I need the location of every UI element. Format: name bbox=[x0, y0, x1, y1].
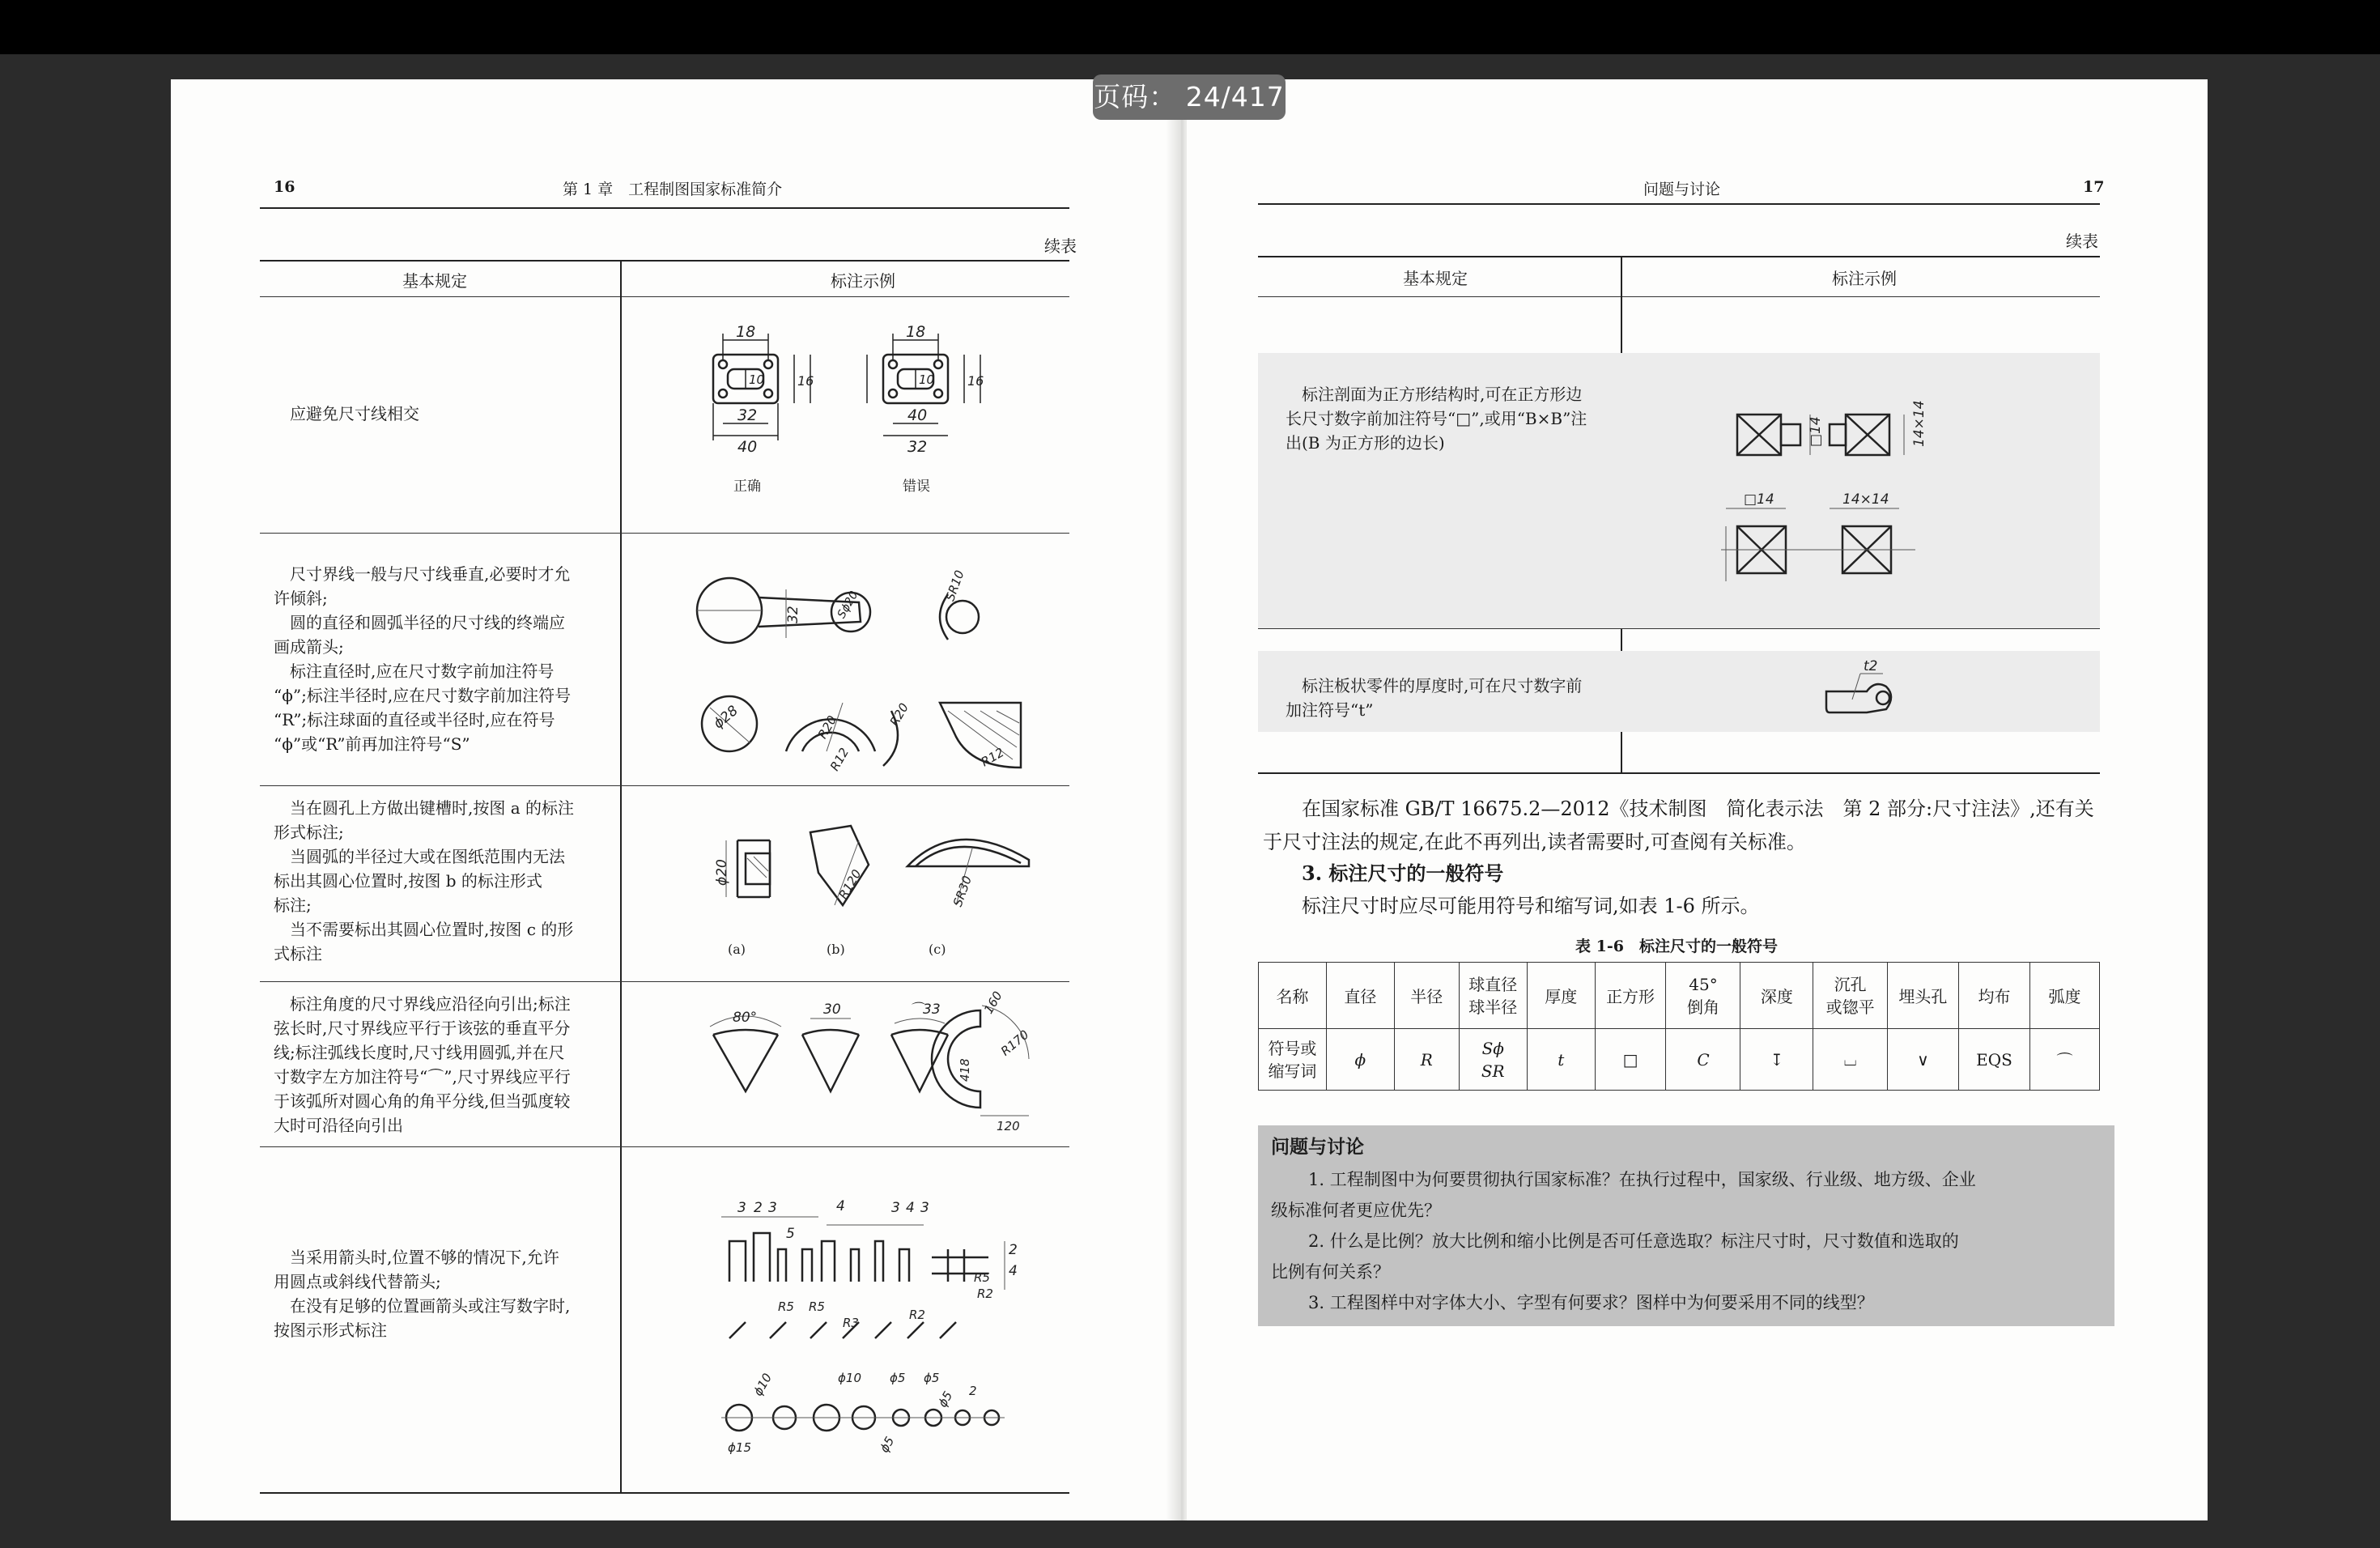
header-cell: 直径 bbox=[1326, 963, 1394, 1029]
symbol-cell: □ bbox=[1595, 1029, 1666, 1091]
dim-18: 18 bbox=[736, 323, 756, 341]
header-cell: 球直径 球半径 bbox=[1459, 963, 1527, 1029]
symbol-table-symbol-row bbox=[1259, 1029, 2100, 1091]
dim-32: 32 bbox=[907, 438, 928, 456]
rule-text-row3: 当在圆孔上方做出键槽时,按图 a 的标注 形式标注; 当圆弧的半径过大或在图纸范围内无法 标出其圆心位置时,按图 b 的标注形式 标注; 当不需要标出其圆心位置时,按图 c 的形 式标注 bbox=[274, 798, 574, 963]
angle-arc-dimension-drawing bbox=[697, 989, 1037, 1133]
symbol-cell: ⌴ bbox=[1813, 1029, 1888, 1091]
header-cell: 深度 bbox=[1740, 963, 1813, 1029]
symbol-cell: R bbox=[1394, 1029, 1459, 1091]
symbol-cell: Sϕ SR bbox=[1459, 1029, 1527, 1091]
dim-3: 3 bbox=[891, 1200, 900, 1216]
dim-4: 4 bbox=[906, 1200, 915, 1216]
header-rule bbox=[260, 207, 1069, 209]
dim-phi15: ϕ15 bbox=[728, 1440, 751, 1455]
dim-r5: R5 bbox=[778, 1299, 794, 1314]
dim-r5: R5 bbox=[974, 1270, 990, 1285]
header-cell: 名称 bbox=[1259, 963, 1327, 1029]
dim-32-slanted: 32 bbox=[785, 606, 801, 623]
square-section-drawing bbox=[1721, 400, 2012, 598]
body-paragraph-line1: 在国家标准 GB/T 16675.2—2012《技术制图 简化表示法 第 2 部分:尺寸注法》,还有关 bbox=[1302, 797, 2094, 820]
discussion-box bbox=[1258, 1125, 2114, 1326]
small-space-dimension-drawing bbox=[721, 1160, 1037, 1460]
viewer-top-bar bbox=[0, 0, 2380, 54]
dim-16: 16 bbox=[797, 373, 814, 389]
symbol-cell: ϕ bbox=[1326, 1029, 1394, 1091]
dim-40: 40 bbox=[737, 438, 758, 456]
header-rule bbox=[1258, 203, 2100, 205]
rule-text-row5: 当采用箭头时,位置不够的情况下,允许 用圆点或斜线代替箭头; 在没有足够的位置画箭头或注写数字时, 按图示形式标注 bbox=[274, 1248, 571, 1340]
symbol-table-header-row bbox=[1259, 963, 2100, 1029]
dim-sq14: □14 bbox=[1744, 491, 1774, 508]
keyway-arc-drawing bbox=[689, 808, 1045, 970]
dim-r120: R120 bbox=[835, 866, 865, 902]
right-page bbox=[1187, 79, 2208, 1520]
dim-phi20: ϕ20 bbox=[714, 859, 730, 886]
dim-phi5: ϕ5 bbox=[935, 1389, 956, 1410]
discussion-title: 问题与讨论 bbox=[1271, 1136, 1364, 1158]
dim-phi28: ϕ28 bbox=[710, 702, 742, 733]
right-page-number: 17 bbox=[2083, 178, 2105, 196]
dim-5: 5 bbox=[786, 1226, 795, 1242]
dim-r2: R2 bbox=[909, 1308, 925, 1322]
right-running-title: 问题与讨论 bbox=[1643, 181, 1721, 198]
rule-text-row1: 应避免尺寸线相交 bbox=[290, 404, 419, 423]
dim-r3: R3 bbox=[843, 1316, 859, 1330]
col-header-example: 标注示例 bbox=[831, 271, 895, 291]
discussion-item: 1. 工程制图中为何要贯彻执行国家标准？在执行过程中，国家级、行业级、地方级、企业 bbox=[1308, 1170, 1976, 1189]
rule-text-square: 标注剖面为正方形结构时,可在正方形边 长尺寸数字前加注符号“□”,或用“B×B”注 出(B 为正方形的边长) bbox=[1286, 385, 1587, 453]
dim-sr10: SR10 bbox=[942, 568, 967, 603]
symbol-cell: ∨ bbox=[1888, 1029, 1959, 1091]
dim-3: 3 bbox=[737, 1200, 746, 1216]
caption-a: (a) bbox=[728, 942, 746, 957]
left-running-title: 第 1 章 工程制图国家标准简介 bbox=[563, 181, 783, 198]
dim-10: 10 bbox=[749, 372, 765, 387]
continued-label: 续表 bbox=[1044, 236, 1077, 256]
symbol-cell: ↧ bbox=[1740, 1029, 1813, 1091]
section-intro: 标注尺寸时应尽可能用符号和缩写词,如表 1-6 所示。 bbox=[1302, 895, 1760, 917]
caption-c: (c) bbox=[929, 942, 946, 957]
dim-sphi20: Sϕ20 bbox=[835, 589, 861, 621]
left-page bbox=[171, 79, 1183, 1520]
dim-r12-arc: R12 bbox=[827, 745, 852, 774]
symbol-cell: C bbox=[1666, 1029, 1740, 1091]
dim-2: 2 bbox=[969, 1384, 977, 1398]
dim-phi10: ϕ10 bbox=[838, 1371, 861, 1385]
dim-18: 18 bbox=[906, 323, 926, 341]
discussion-item: 级标准何者更应优先？ bbox=[1271, 1201, 1441, 1220]
header-cell: 弧度 bbox=[2030, 963, 2100, 1029]
header-cell: 半径 bbox=[1394, 963, 1459, 1029]
dim-r20: R20 bbox=[886, 700, 912, 729]
section-heading: 3. 标注尺寸的一般符号 bbox=[1302, 861, 1504, 885]
dim-80deg: 80° bbox=[733, 1010, 758, 1026]
dim-160: 160 bbox=[980, 989, 1005, 1017]
discussion-item: 2. 什么是比例？放大比例和缩小比例是否可任意选取？标注尺寸时，尺寸数值和选取的 bbox=[1308, 1231, 1959, 1251]
dim-120: 120 bbox=[997, 1119, 1020, 1133]
dim-r12: R12 bbox=[978, 745, 1007, 770]
body-paragraph-line2: 于尺寸注法的规定,在此不再列出,读者需要时,可查阅有关标准。 bbox=[1263, 831, 1806, 853]
dim-10: 10 bbox=[919, 372, 935, 387]
dim-sr30: SR30 bbox=[950, 874, 975, 909]
symbol-cell: t bbox=[1527, 1029, 1595, 1091]
continued-label: 续表 bbox=[2066, 232, 2098, 251]
dim-32: 32 bbox=[737, 406, 758, 424]
dim-sq14: □14 bbox=[1808, 416, 1824, 447]
dim-16: 16 bbox=[967, 373, 984, 389]
rule-text-row4: 标注角度的尺寸界线应沿径向引出;标注 弦长时,尺寸界线应平行于该弦的垂直平分 线;标注弧线长度时,尺寸线用圆弧,并在尺 寸数字左方加注符号“⌒”,尺寸界线应平行 于该弧所对圆心角的角平分线,但当弧度较 大时可沿径向引出 bbox=[274, 994, 571, 1135]
header-cell: 正方形 bbox=[1595, 963, 1666, 1029]
dim-40: 40 bbox=[907, 406, 928, 424]
symbol-table bbox=[1258, 962, 2100, 1091]
plate-thickness-drawing bbox=[1818, 651, 1948, 748]
dim-3: 3 bbox=[768, 1200, 777, 1216]
rule-text-thickness: 标注板状零件的厚度时,可在尺寸数字前 加注符号“t” bbox=[1286, 676, 1583, 720]
col-header-example: 标注示例 bbox=[1832, 269, 1897, 288]
dim-r5: R5 bbox=[809, 1299, 825, 1314]
dim-t2: t2 bbox=[1864, 658, 1878, 674]
dim-phi10: ϕ10 bbox=[750, 1371, 776, 1399]
page-indicator: 页码： 24/417 bbox=[1093, 74, 1286, 120]
table-caption: 表 1-6 标注尺寸的一般符号 bbox=[1575, 938, 1778, 955]
dim-4: 4 bbox=[1009, 1263, 1018, 1279]
caption-wrong: 错误 bbox=[903, 478, 930, 495]
dim-phi5: ϕ5 bbox=[924, 1371, 940, 1385]
dim-r20-arc: R20 bbox=[814, 712, 840, 742]
header-cell: 埋头孔 bbox=[1888, 963, 1959, 1029]
dim-2: 2 bbox=[754, 1200, 763, 1216]
dim-14x14: 14×14 bbox=[1842, 491, 1889, 508]
col-header-rule: 基本规定 bbox=[402, 271, 467, 291]
dim-3: 3 bbox=[920, 1200, 929, 1216]
dim-phi5: ϕ5 bbox=[890, 1371, 906, 1385]
dimension-crossing-drawing bbox=[681, 322, 1021, 517]
extension-line-drawing bbox=[681, 565, 1037, 776]
dim-30: 30 bbox=[823, 1002, 841, 1018]
header-cell: 沉孔 或锪平 bbox=[1813, 963, 1888, 1029]
discussion-item: 比例有何关系？ bbox=[1271, 1262, 1390, 1282]
symbol-cell: EQS bbox=[1958, 1029, 2029, 1091]
header-cell: 厚度 bbox=[1527, 963, 1595, 1029]
rule-text-row2: 尺寸界线一般与尺寸线垂直,必要时才允 许倾斜; 圆的直径和圆弧半径的尺寸线的终端应 画成箭头; 标注直径时,应在尺寸数字前加注符号 “ϕ”;标注半径时,应在尺寸数字前加注符号 “R”;标注球面的直径或半径时,应在符号 “ϕ”或“R”前再加注符号“S” bbox=[274, 564, 572, 754]
dim-4: 4 bbox=[836, 1198, 845, 1214]
left-page-number: 16 bbox=[274, 178, 295, 196]
col-header-rule: 基本规定 bbox=[1403, 269, 1468, 288]
dim-r170: R170 bbox=[997, 1027, 1032, 1059]
caption-b: (b) bbox=[827, 942, 845, 957]
discussion-item: 3. 工程图样中对字体大小、字型有何要求？图样中为何要采用不同的线型？ bbox=[1308, 1293, 1874, 1312]
dim-phi5: ϕ5 bbox=[877, 1434, 898, 1456]
dim-r2: R2 bbox=[977, 1286, 993, 1301]
dim-14x14: 14×14 bbox=[1911, 400, 1927, 447]
caption-correct: 正确 bbox=[733, 478, 761, 495]
header-cell: 45° 倒角 bbox=[1666, 963, 1740, 1029]
dim-arc33: ⌒33 bbox=[909, 1002, 941, 1018]
symbol-cell: ⌒ bbox=[2030, 1029, 2100, 1091]
row-label-cell: 符号或 缩写词 bbox=[1259, 1029, 1327, 1091]
dim-418: 418 bbox=[958, 1058, 972, 1082]
header-cell: 均布 bbox=[1958, 963, 2029, 1029]
dim-2: 2 bbox=[1009, 1242, 1018, 1258]
